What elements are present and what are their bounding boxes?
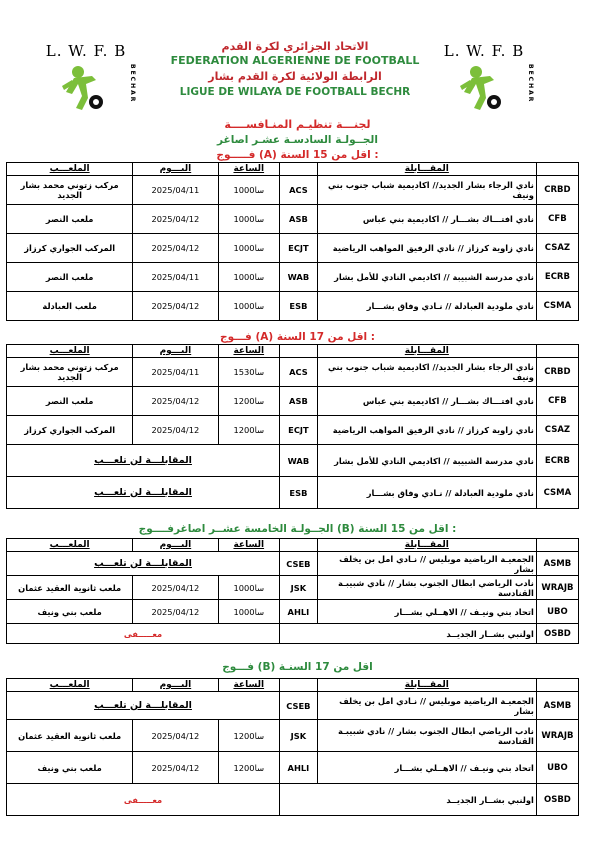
logo-text: L. W. F. B (45, 42, 127, 60)
away-code-cell: JSK (280, 576, 318, 600)
time-cell: 10سا00 (218, 263, 280, 292)
day-cell: 2025/04/12 (133, 576, 218, 600)
logo-subtext: BECHAR (527, 64, 534, 104)
not-played-cell: المقابلـــة لن تلعـــب (7, 552, 280, 576)
exempt-cell: معـــــفى (7, 624, 280, 644)
home-code-cell: OSBD (536, 624, 578, 644)
table-header-row (7, 345, 579, 358)
group-a-u15-title: فـــــوج (A) اقل من 15 السنة : (216, 149, 379, 161)
home-code-cell: ECRB (536, 445, 578, 477)
home-code-cell: WRAJB (536, 720, 578, 752)
schedule-table-b-u17 (6, 678, 579, 816)
stadium-header: الملعـــب (7, 345, 133, 358)
stadium-cell: ملعب النصر (7, 387, 133, 416)
league-logo-right (438, 42, 534, 112)
not-played-cell: المقابلـــة لن تلعـــب (7, 477, 280, 509)
home-code-cell: CRBD (536, 176, 578, 205)
away-code-cell: ESB (280, 292, 318, 321)
away-code-cell: ACS (280, 176, 318, 205)
match-cell: نادي زاوية كرزاز // نادي الرفيق المواهب الرياضية (317, 416, 536, 445)
day-cell: 2025/04/12 (133, 205, 218, 234)
stadium-cell: المركب الجواري كرزاز (7, 416, 133, 445)
schedule-table-a-u15 (6, 162, 579, 321)
federation-name-ar: الاتحاد الجزائري لكرة القدم (221, 40, 369, 53)
away-code-cell: ECJT (280, 416, 318, 445)
stadium-cell: ملعب ثانوية العقيد عثمان (7, 576, 133, 600)
time-cell: 10سا00 (218, 292, 280, 321)
time-header: الساعة (218, 679, 280, 692)
home-code-cell: UBO (536, 600, 578, 624)
time-cell: 10سا00 (218, 576, 280, 600)
round-title: الجــولـة السادسـة عشـر اصاغر (217, 134, 378, 146)
time-cell: 10سا00 (218, 205, 280, 234)
league-name-fr: LIGUE DE WILAYA DE FOOTBALL BECHR (179, 86, 411, 98)
document-header (0, 0, 595, 110)
day-cell: 2025/04/12 (133, 292, 218, 321)
match-cell: نادب الرياضي ابطال الجنوب بشار // نادي شبيبـة القنادسة (317, 720, 536, 752)
match-cell: نادي مدرسة الشبيبة // اكاديمي النادي للأمل بشار (317, 263, 536, 292)
stadium-cell: المركب الجواري كرزاز (7, 234, 133, 263)
match-cell: نادي ملودية العبادلة // نـادي وفاق بشـــار (317, 477, 536, 509)
match-cell: نادي الرجاء بشار الجديد// اكاديمية شباب جنوب بني ونيف (317, 358, 536, 387)
match-header: المقـــابلة (317, 679, 536, 692)
home-code-cell: CFB (536, 205, 578, 234)
home-code-cell: CSAZ (536, 416, 578, 445)
stadium-cell: ملعب النصر (7, 205, 133, 234)
away-code-cell: ACS (280, 358, 318, 387)
table-header-row (7, 679, 579, 692)
league-name-ar: الرابطة الولائية لكرة القدم بشار (208, 70, 382, 83)
match-cell: نادي مدرسة الشبيبة // اكاديمي النادي للأمل بشار (317, 445, 536, 477)
away-code-cell: ECJT (280, 234, 318, 263)
table-row (7, 387, 579, 416)
match-cell: نادي افتـــاك بشـــار // اكاديمية بني عباس (317, 387, 536, 416)
stadium-header: الملعـــب (7, 539, 133, 552)
not-played-cell: المقابلـــة لن تلعـــب (7, 445, 280, 477)
group-a-u17-title: فـــوج (A) اقل من 17 السنة : (220, 331, 375, 343)
table-row (7, 358, 579, 387)
day-cell: 2025/04/11 (133, 176, 218, 205)
day-cell: 2025/04/12 (133, 752, 218, 784)
home-code-cell: CSMA (536, 477, 578, 509)
time-cell: 10سا00 (218, 600, 280, 624)
day-cell: 2025/04/12 (133, 600, 218, 624)
home-code-cell: CSMA (536, 292, 578, 321)
league-logo-left (40, 42, 136, 112)
table-row (7, 263, 579, 292)
time-header: الساعة (218, 539, 280, 552)
match-cell: الجمعيـة الرياضية موبليس // نـادي امل بن يخلف بشار (317, 552, 536, 576)
table-row (7, 624, 579, 644)
time-cell: 10سا00 (218, 234, 280, 263)
table-row (7, 552, 579, 576)
stadium-header: الملعـــب (7, 679, 133, 692)
home-code-cell: ASMB (536, 552, 578, 576)
away-code-cell: ASB (280, 205, 318, 234)
schedule-table-a-u17 (6, 344, 579, 509)
match-cell: اتحاد بني ونيـف // الاهــلي بشـــار (317, 752, 536, 784)
exempt-cell: معـــــفى (7, 784, 280, 816)
match-cell: نادب الرياضي ابطال الجنوب بشار // نادي شبيبـة القنادسة (317, 576, 536, 600)
stadium-cell: ملعب ثانوية العقيد عثمان (7, 720, 133, 752)
federation-name-fr: FEDERATION ALGERIENNE DE FOOTBALL (170, 54, 420, 67)
match-cell: الجمعيـة الرياضية موبليس // نـادي امل بن يخلف بشار (317, 692, 536, 720)
away-code-cell: AHLI (280, 752, 318, 784)
table-row (7, 416, 579, 445)
table-header-row (7, 163, 579, 176)
home-code-cell: OSBD (536, 784, 578, 816)
time-cell: 10سا00 (218, 176, 280, 205)
day-cell: 2025/04/12 (133, 234, 218, 263)
table-row (7, 576, 579, 600)
day-header: اليـــوم (133, 345, 218, 358)
logo-text: L. W. F. B (443, 42, 525, 60)
day-header: اليـــوم (133, 539, 218, 552)
group-b-u15-title: الجــولـة الخامسة عشــر اصاغرفــــوج (B) اقل من 15 السنة : (138, 523, 457, 535)
away-code-cell: CSEB (280, 692, 318, 720)
day-header: اليـــوم (133, 163, 218, 176)
group-b-u17-title: فـــوج (B) اقل من 17 السنـة (222, 661, 373, 673)
table-row (7, 205, 579, 234)
stadium-cell: ملعب النصر (7, 263, 133, 292)
table-header-row (7, 539, 579, 552)
home-code-cell: CFB (536, 387, 578, 416)
stadium-cell: مركب زتوني محمد بشار الجديد (7, 358, 133, 387)
table-row (7, 234, 579, 263)
time-header: الساعة (218, 163, 280, 176)
match-cell: نادي افتـــاك بشـــار // اكاديمية بني عباس (317, 205, 536, 234)
stadium-header: الملعـــب (7, 163, 133, 176)
away-code-cell: WAB (280, 445, 318, 477)
day-cell: 2025/04/11 (133, 358, 218, 387)
away-code-cell: JSK (280, 720, 318, 752)
time-cell: 15سا30 (218, 358, 280, 387)
day-cell: 2025/04/12 (133, 720, 218, 752)
table-row (7, 692, 579, 720)
table-row (7, 720, 579, 752)
time-cell: 12سا00 (218, 416, 280, 445)
time-header: الساعة (218, 345, 280, 358)
match-header: المقـــابلة (317, 345, 536, 358)
committee-title: لجنـــة تنظيـم المنـافســــة (224, 118, 371, 131)
football-player-icon (454, 62, 514, 112)
home-code-cell: CSAZ (536, 234, 578, 263)
schedule-table-b-u15 (6, 538, 579, 644)
table-row (7, 784, 579, 816)
away-code-cell: WAB (280, 263, 318, 292)
table-row (7, 445, 579, 477)
match-cell: اتحاد بني ونيـف // الاهــلي بشـــار (317, 600, 536, 624)
table-row (7, 292, 579, 321)
time-cell: 12سا00 (218, 752, 280, 784)
day-header: اليـــوم (133, 679, 218, 692)
day-cell: 2025/04/12 (133, 416, 218, 445)
home-code-cell: CRBD (536, 358, 578, 387)
day-cell: 2025/04/11 (133, 263, 218, 292)
away-code-cell: ASB (280, 387, 318, 416)
stadium-cell: مركب زتوني محمد بشار الجديد (7, 176, 133, 205)
match-header: المقـــابلة (317, 539, 536, 552)
home-code-cell: ASMB (536, 692, 578, 720)
football-player-icon (56, 62, 116, 112)
time-cell: 12سا00 (218, 720, 280, 752)
away-code-cell: CSEB (280, 552, 318, 576)
home-code-cell: UBO (536, 752, 578, 784)
match-cell: اولنبي بشــار الجديــد (280, 624, 537, 644)
match-header: المقـــابلة (317, 163, 536, 176)
day-cell: 2025/04/12 (133, 387, 218, 416)
home-code-cell: WRAJB (536, 576, 578, 600)
stadium-cell: ملعب بني ونيف (7, 600, 133, 624)
match-cell: نادي ملودية العبادلة // نـادي وفاق بشـــار (317, 292, 536, 321)
stadium-cell: ملعب العبادلة (7, 292, 133, 321)
not-played-cell: المقابلـــة لن تلعـــب (7, 692, 280, 720)
match-cell: اولنبي بشــار الجديــد (280, 784, 537, 816)
match-cell: نادي زاوية كرزاز // نادي الرفيق المواهب الرياضية (317, 234, 536, 263)
match-cell: نادي الرجاء بشار الجديد// اكاديمية شباب جنوب بني ونيف (317, 176, 536, 205)
time-cell: 12سا00 (218, 387, 280, 416)
away-code-cell: AHLI (280, 600, 318, 624)
table-row (7, 477, 579, 509)
table-row (7, 600, 579, 624)
away-code-cell: ESB (280, 477, 318, 509)
table-row (7, 752, 579, 784)
logo-subtext: BECHAR (129, 64, 136, 104)
table-row (7, 176, 579, 205)
home-code-cell: ECRB (536, 263, 578, 292)
stadium-cell: ملعب بني ونيف (7, 752, 133, 784)
